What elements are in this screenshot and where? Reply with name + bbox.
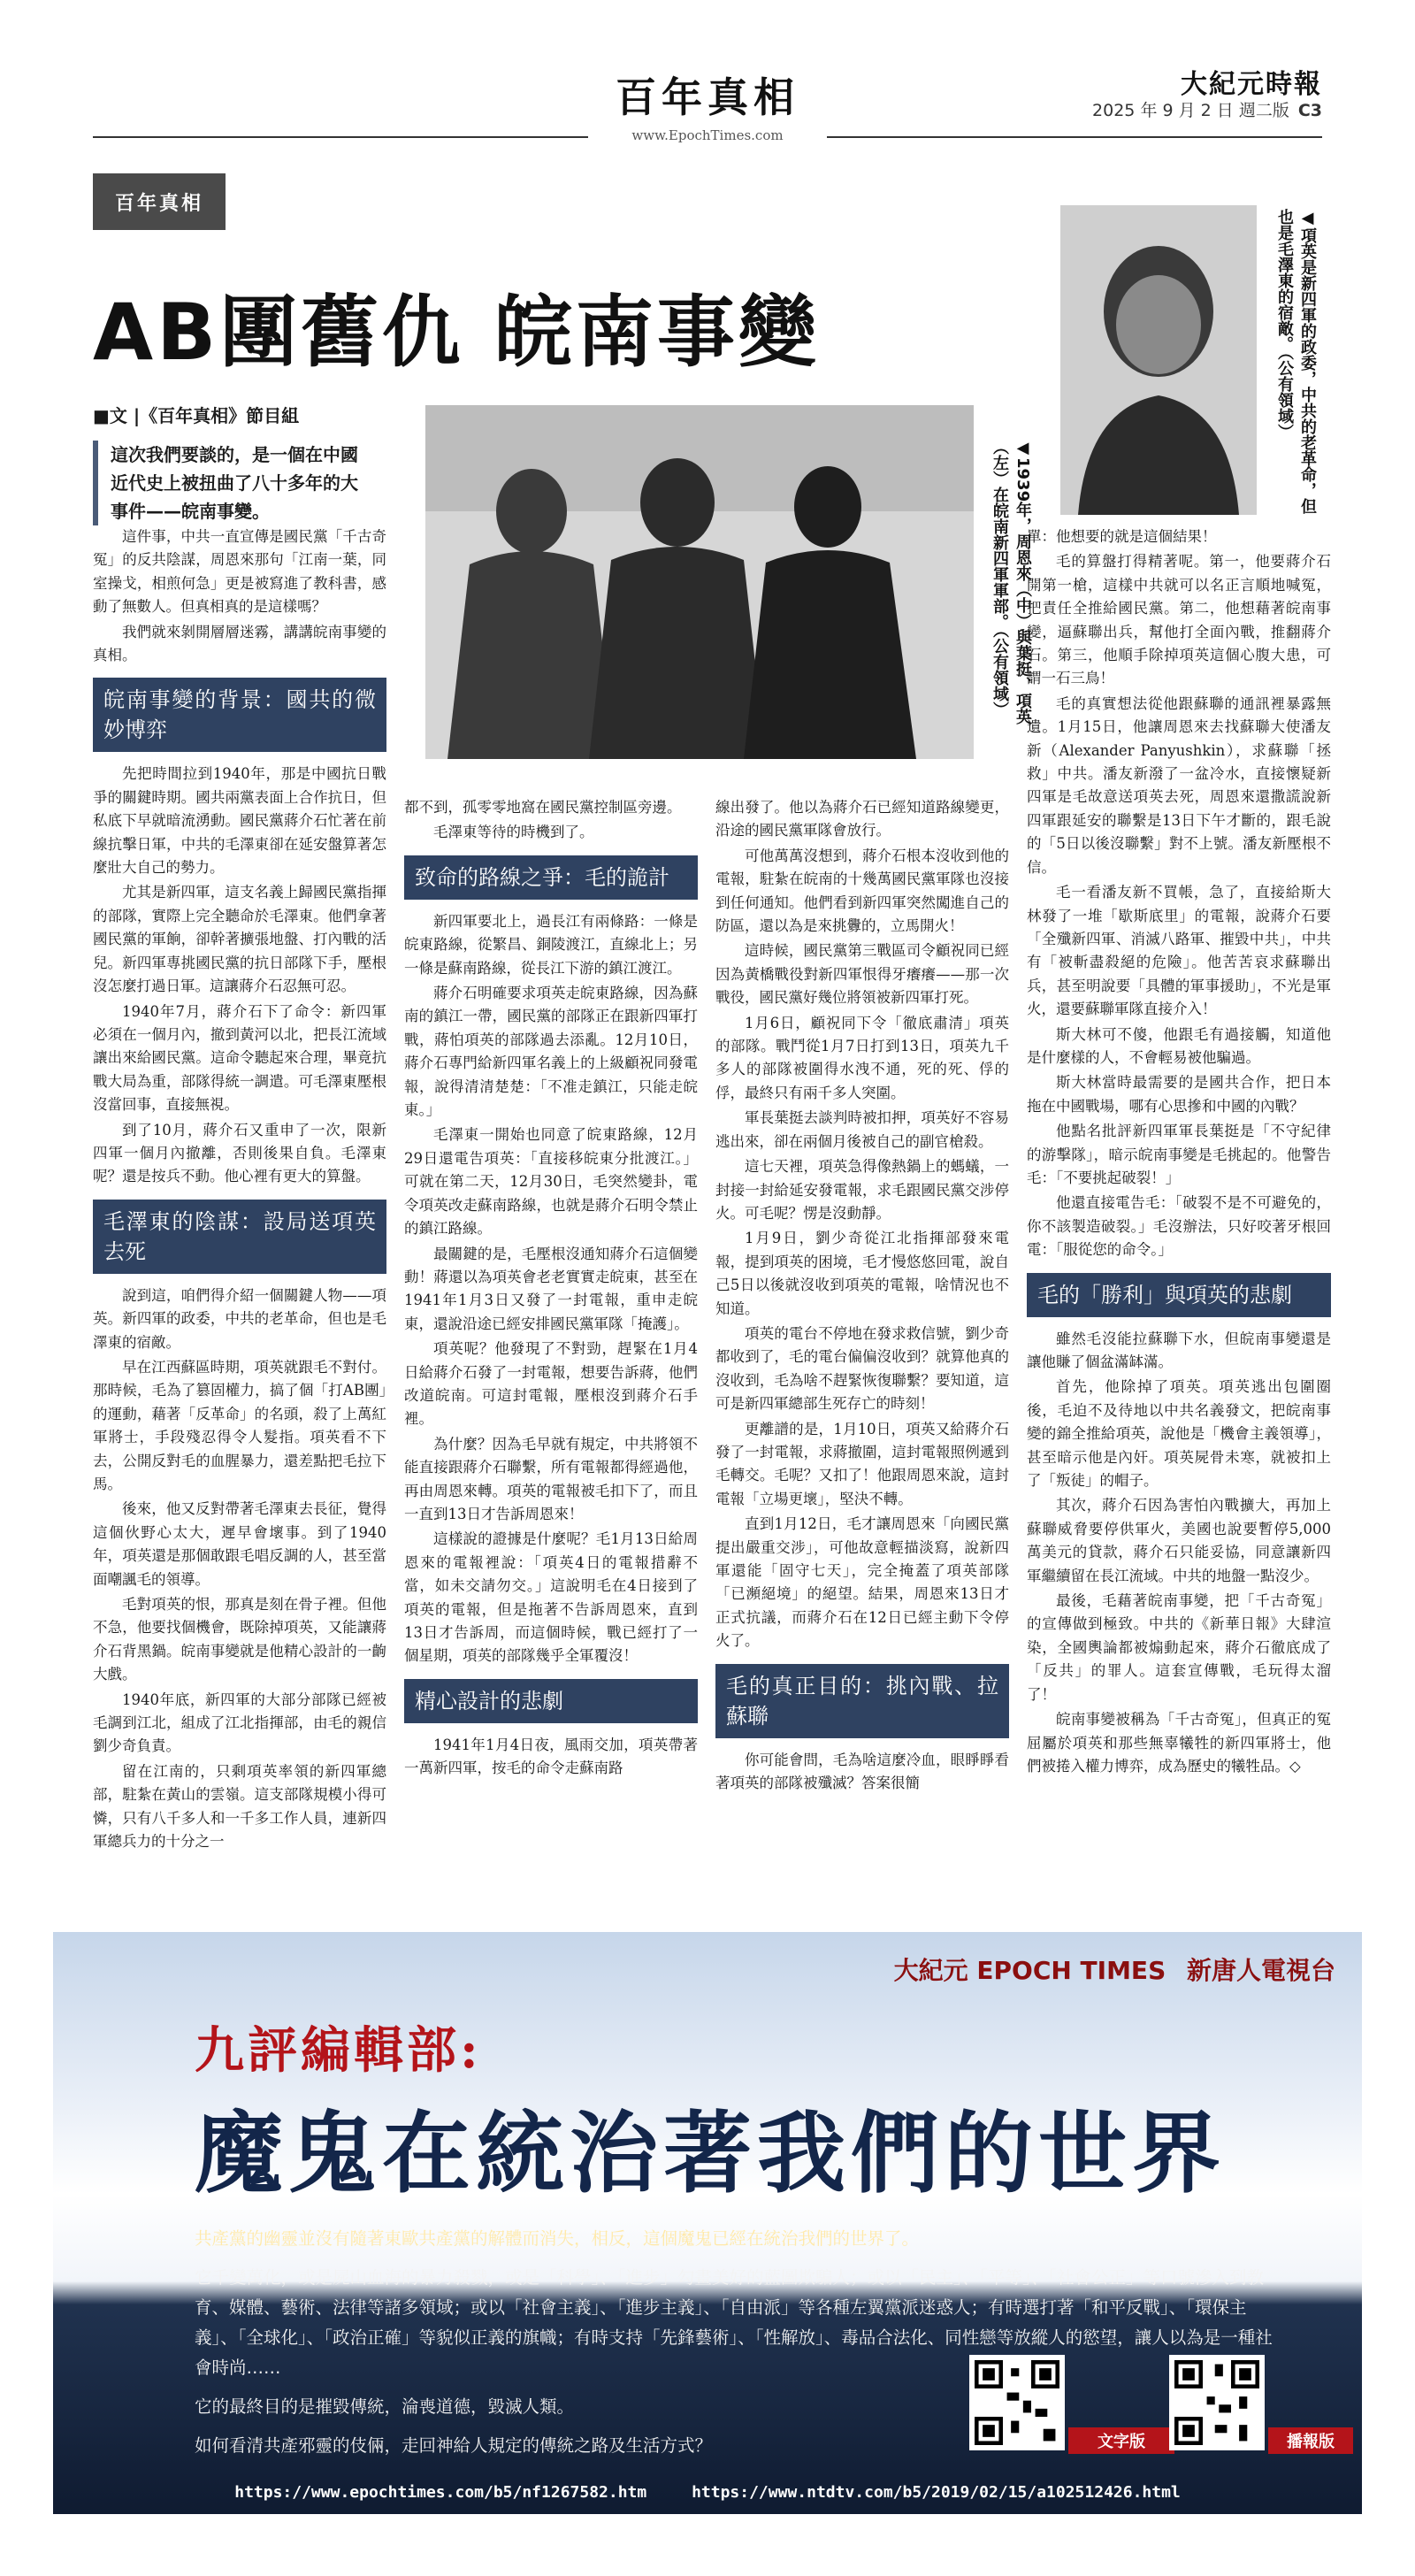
section-title: 百年真相 [616,73,799,121]
article-paragraph: 1月9日，劉少奇從江北指揮部發來電報，提到項英的困境，毛才慢悠悠回電，說自己5日以後就沒收到項英的電報，啥情況也不知道。 [715,1230,1009,1317]
article-paragraph: 他還直接電告毛：「破裂不是不可避免的，你不該製造破裂。」毛沒辦法，只好咬著牙根回電：「服從您的命令。」 [1027,1194,1331,1259]
ad-paragraph: 如何看清共產邪靈的伎倆，走回神給人規定的傳統之路及生活方式？ [195,2435,713,2456]
article-paragraph: 毛的真實想法從他跟蘇聯的通訊裡暴露無遺。1月15日，他讓周恩來去找蘇聯大使潘友新（Alexander Panyushkin），求蘇聯「拯救」中共。潘友新潑了一盆冷水，直接懷疑新四軍是毛故意送項英去死，周恩來還撒謊說新四軍跟延安的聯繫是13日下午才斷的，跟毛說的「5日以後沒聯繫」對不上號。潘友新壓根不信。 [1027,694,1331,876]
qr-code-icon [1174,2360,1259,2445]
brand-epoch-times: 大紀元 EPOCH TIMES [893,1956,1166,1985]
site-url[interactable]: www.EpochTimes.com [631,127,784,143]
photo-zhou-enlai-ye-ting-xiang-ying [425,405,974,759]
article-paragraph: 為什麼？因為毛早就有規定，中共將領不能直接跟蔣介石聯繫，所有電報都得經過他，再由周恩來轉。項英的電報被毛扣下了，而且一直到13日才告訴周恩來！ [404,1435,698,1522]
headline: AB團舊仇 皖南事變 [93,287,820,378]
brand-ntdtv: 新唐人電視台 [1186,1956,1335,1985]
article-paragraph: 尤其是新四軍，這支名義上歸國民黨指揮的部隊，實際上完全聽命於毛澤東。他們拿著國民黨的軍餉，卻幹著擴張地盤、打內戰的活兒。新四軍專挑國民黨的抗日部隊下手，壓根沒怎麼打過日軍。這讓蔣介石忍無可忍。 [93,884,386,995]
article-paragraph: 毛澤東一開始也同意了皖東路線，12月29日還電告項英：「直接移皖東分批渡江。」可就在第二天，12月30日，毛突然變卦，電令項英改走蘇南路線，也就是蔣介石明令禁止的鎮江路線。 [404,1126,698,1238]
article-paragraph: 後來，他又反對帶著毛澤東去長征，覺得這個伙野心太大，遲早會壞事。到了1940年，項英還是那個敢跟毛唱反調的人，甚至當面嘲諷毛的領導。 [93,1500,386,1588]
article-paragraph: 線出發了。他以為蔣介石已經知道路線變更，沿途的國民黨軍隊會放行。 [715,799,1009,840]
article-paragraph: 1941年1月4日夜，風雨交加，項英帶著一萬新四軍，按毛的命令走蘇南路 [404,1736,698,1777]
article-column-1 [93,525,386,1941]
lead-paragraph: 這次我們要談的，是一個在中國近代史上被扭曲了八十多年的大事件——皖南事變。 [93,441,358,525]
article-paragraph: 先把時間拉到1940年，那是中國抗日戰爭的關鍵時期。國共兩黨表面上合作抗日，但私底下早就暗流湧動。國民黨蔣介石忙著在前線抗擊日軍，中共的毛澤東卻在延安盤算著怎麼壯大自己的勢力。 [93,765,386,877]
issue-date-line [1092,97,1322,121]
article-paragraph: 他點名批評新四軍軍長葉挺是「不守紀律的游擊隊」，暗示皖南事變是毛挑起的。他警告毛：「不要挑起破裂！」 [1027,1123,1331,1186]
article-paragraph: 這時候，國民黨第三戰區司令顧祝同已經因為黃橋戰役對新四軍恨得牙癢癢——那一次戰役，國民黨好幾位將領被新四軍打死。 [715,942,1009,1007]
url-text-version[interactable]: https://www.epochtimes.com/b5/nf1267582.htm [234,2483,647,2502]
section-subhead: 毛的「勝利」與項英的悲劇 [1027,1273,1331,1317]
photo-right-caption: ◀項英是新四軍的政委，中共的老革命，但也是毛澤東的宿敵。（公有領域） [1275,209,1317,514]
article-paragraph: 1940年底，新四軍的大部分部隊已經被毛調到江北，組成了江北指揮部，由毛的親信劉少奇負責。 [93,1690,386,1755]
article-paragraph: 1月6日，顧祝同下令「徹底肅清」項英的部隊。戰鬥從1月7日打到13日，項英九千多人的部隊被圍得水洩不通，死的死、俘的俘，最終只有兩千多人突圍。 [715,1014,1009,1101]
qr-label-text-version: 文字版 [1068,2427,1174,2454]
page-number: C3 [1297,101,1322,120]
section-subhead: 皖南事變的背景：國共的微妙博弈 [93,678,386,752]
byline: ■文 |《百年真相》節目組 [93,405,300,426]
article-paragraph: 直到1月12日，毛才讓周恩來「向國民黨提出嚴重交涉」，可他故意輕描淡寫，說新四軍還能「固守七天」，完全掩蓋了項英部隊「已瀕絕境」的絕望。結果，周恩來13日才正式抗議，而蔣介石在12日已經主動下令停火了。 [715,1515,1009,1650]
ad-paragraph: 它的最終目的是摧毀傳統，淪喪道德，毀滅人類。 [195,2396,575,2417]
article-paragraph: 這樣說的證據是什麼呢？毛1月13日給周恩來的電報裡說：「項英4日的電報措辭不當，如未交請勿交。」這說明毛在4日接到了項英的電報，但是拖著不告訴周恩來，直到13日才告訴周，而這個時候，戰已經打了一個星期，項英的部隊幾乎全軍覆沒！ [404,1530,698,1665]
article-paragraph: 其次，蔣介石因為害怕內戰擴大，再加上蘇聯威脅要停供軍火，美國也說要暫停5,000萬美元的貸款，蔣介石只能妥協，同意讓新四軍繼續留在長江流域。中共的地盤一點沒少。 [1027,1497,1331,1584]
article-paragraph: 斯大林可不傻，他跟毛有過接觸，知道他是什麼樣的人，不會輕易被他騙過。 [1027,1025,1331,1066]
article-paragraph: 我們就來剝開層層迷霧，講講皖南事變的真相。 [93,623,386,664]
article-paragraph: 毛的算盤打得精著呢。第一，他要蔣介石開第一槍，這樣中共就可以名正言順地喊冤，把責任全推給國民黨。第二，他想藉著皖南事變，逼蘇聯出兵，幫他打全面內戰，推翻蔣介石。第三，他順手除掉項英這個心腹大患，可謂一石三鳥！ [1027,553,1331,687]
article-paragraph: 到了10月，蔣介石又重申了一次，限新四軍一個月內撤離，否則後果自負。毛澤東呢？還是按兵不動。他心裡有更大的算盤。 [93,1121,386,1185]
article-paragraph: 最關鍵的是，毛壓根沒通知蔣介石這個變動！蔣還以為項英會老老實實走皖東，甚至在1941年1月3日又發了一封電報，重申走皖東，還說沿途已經安排國民黨軍隊「掩護」。 [404,1245,698,1332]
group-photo-illustration [425,405,974,759]
article-paragraph: 早在江西蘇區時期，項英就跟毛不對付。那時候，毛為了篡固權力，搞了個「打AB團」的運動，藉著「反革命」的名頭，殺了上萬紅軍將士，手段殘忍得令人髮指。項英看不下去，公開反對毛的血腥暴力，還差點把毛拉下馬。 [93,1358,386,1492]
article-paragraph: 斯大林當時最需要的是國共合作，把日本拖在中國戰場，哪有心思摻和中國的內戰？ [1027,1074,1331,1115]
article-paragraph: 你可能會問，毛為啥這麼冷血，眼睜睜看著項英的部隊被殲滅？答案很簡 [715,1751,1009,1792]
photo-main-caption: ◀1939年，周恩來（中）與葉挺、項英（左）在皖南新四軍軍部。（公有領域） [990,439,1032,725]
ad-series-title: 九評編輯部: [195,2021,482,2080]
article-paragraph: 1940年7月，蔣介石下了命令：新四軍必須在一個月內，撤到黃河以北，把長江流域讓出來給國民黨。這命令聽起來合理，畢竟抗戰大局為重，部隊得統一調遣。可毛澤東壓根沒當回事，直接無視。 [93,1002,386,1114]
article-paragraph: 留在江南的，只剩項英率領的新四軍總部，駐紮在黃山的雲嶺。這支部隊規模小得可憐，只有八千多人和一千多工作人員，連新四軍總兵力的十分之一 [93,1762,386,1851]
article-paragraph: 毛對項英的恨，那真是刻在骨子裡。但他不急，他要找個機會，既除掉項英，又能讓蔣介石背黑鍋。皖南事變就是他精心設計的一齣大戲。 [93,1596,386,1683]
section-subhead: 致命的路線之爭：毛的詭計 [404,855,698,900]
article-paragraph: 單：他想要的就是這個結果！ [1027,528,1217,545]
section-subhead: 毛的真正目的：挑內戰、拉蘇聯 [715,1664,1009,1738]
article-paragraph: 軍長葉挺去談判時被扣押，項英好不容易逃出來，卻在兩個月後被自己的副官槍殺。 [715,1109,1009,1150]
article-column-2 [404,796,698,1941]
article-paragraph: 都不到，孤零零地窩在國民黨控制區旁邊。 [404,799,682,816]
ad-paragraph: 它千變萬化，或是屍山血海的暴力殺戮，或是「科學」、「進步」勾畫美好的藍圖欺騙人；或以「民主」、「平等」、「社會公正」等口號滲入到教育、媒體、藝術、法律等諸多領域；或以「社會主義」、「進步主義」、「自由派」等各種左翼黨派迷惑人；有時選打著「和平反戰」、「環保主義」、「全球化」、「政治正確」等貌似正義的旗幟；有時支持「先鋒藝術」、「性解放」、毒品合法化、同性戀等放縱人的慾望，讓人以為是一種社會時尚…… [195,2267,1273,2378]
advertisement-jiuping[interactable] [53,1932,1362,2514]
column-logo: 百年真相 [93,173,226,230]
article-paragraph: 這件事，中共一直宣傳是國民黨「千古奇冤」的反共陰謀，周恩來那句「江南一葉，同室操戈，相煎何急」更是被寫進了教科書，感動了無數人。但真相真的是這樣嗎？ [93,528,386,616]
article-paragraph: 這七天裡，項英急得像熱鍋上的螞蟻，一封接一封給延安發電報，求毛跟國民黨交涉停火。可毛呢？愣是沒動靜。 [715,1158,1009,1222]
article [93,173,1331,1951]
article-paragraph: 更離譜的是，1月10日，項英又給蔣介石發了一封電報，求蔣撤圍，這封電報照例遞到毛轉交。毛呢？又扣了！他跟周恩來說，這封電報「立場更壞」，堅決不轉。 [715,1420,1009,1507]
section-subhead: 毛澤東的陰謀：設局送項英去死 [93,1200,386,1274]
ad-brand-logos [882,1951,1335,1987]
ad-title: 魔鬼在統治著我們的世界 [195,2102,1226,2205]
ad-paragraph: 共產黨的幽靈並沒有隨著東歐共產黨的解體而消失，相反，這個魔鬼已經在統治我們的世界了。 [195,2228,920,2249]
ad-urls [53,2483,1362,2502]
article-paragraph: 毛澤東等待的時機到了。 [433,824,594,841]
article-paragraph: 項英的電台不停地在發求救信號，劉少奇都收到了，毛的電台偏偏沒收到？就算他真的沒收到，毛為啥不趕緊恢復聯繫？要知道，這可是新四軍總部生死存亡的時刻！ [715,1324,1009,1413]
article-paragraph: 說到這，咱們得介紹一個關鍵人物——項英。新四軍的政委，中共的老革命，但也是毛澤東的宿敵。 [93,1286,386,1351]
article-paragraph: 項英呢？他發現了不對勁，趕緊在1月4日給蔣介石發了一封電報，想要告訴蔣，他們改道皖南。可這封電報，壓根沒到蔣介石手裡。 [404,1340,698,1428]
article-paragraph: 毛一看潘友新不買帳，急了，直接給斯大林發了一堆「歇斯底里」的電報，說蔣介石要「全殲新四軍、消滅八路軍、摧毀中共」，中共有「被斬盡殺絕的危險」。他苦苦哀求蘇聯出兵，甚至明說要「具體的軍事援助」，不光是軍火，還要蘇聯軍隊直接介入！ [1027,884,1331,1018]
qr-code-icon [975,2360,1059,2445]
paper-logo: 大紀元時報 [1181,69,1322,100]
qr-code-text-version[interactable] [969,2355,1065,2450]
issue-date: 2025 年 9 月 2 日 週二版 [1092,101,1289,120]
section-subhead: 精心設計的悲劇 [404,1679,698,1723]
article-paragraph: 新四軍要北上，過長江有兩條路：一條是皖東路線，從繁昌、銅陵渡江，直線北上；另一條是蘇南路線，從長江下游的鎮江渡江。 [404,912,698,977]
masthead [0,0,1415,159]
article-paragraph: 最後，毛藉著皖南事變，把「千古奇冤」的宣傳做到極致。中共的《新華日報》大肆渲染，全國輿論都被煽動起來，蔣介石徹底成了「反共」的罪人。這套宣傳戰，毛玩得太溜了！ [1027,1592,1331,1703]
portrait-illustration [1060,205,1257,515]
article-column-3 [715,796,1009,1941]
url-broadcast-version[interactable]: https://www.ntdtv.com/b5/2019/02/15/a102512426.html [692,2483,1181,2502]
article-paragraph: 可他萬萬沒想到，蔣介石根本沒收到他的電報，駐紮在皖南的十幾萬國民黨軍隊也沒接到任何通知。他們看到新四軍突然闖進自己的防區，還以為是來挑釁的，立馬開火！ [715,847,1009,935]
article-paragraph: 皖南事變被稱為「千古奇冤」，但真正的冤屈屬於項英和那些無辜犧牲的新四軍將士，他們被捲入權力博弈，成為歷史的犧牲品。◇ [1027,1711,1331,1775]
photo-xiang-ying-portrait [1060,205,1257,515]
article-paragraph: 蔣介石明確要求項英走皖東路線，因為蘇南的鎮江一帶，國民黨的部隊正在跟新四軍打戰，蔣怕項英的部隊過去添亂。12月10日，蔣介石專門給新四軍名義上的上級顧祝同發電報，說得清清楚楚：「不准走鎮江，只能走皖東。」 [404,985,698,1119]
article-column-4 [1027,525,1331,1941]
article-paragraph: 雖然毛沒能拉蘇聯下水，但皖南事變還是讓他賺了個盆滿缽滿。 [1027,1330,1331,1370]
qr-label-broadcast-version: 播報版 [1268,2427,1353,2454]
qr-code-broadcast-version[interactable] [1169,2355,1265,2450]
article-paragraph: 首先，他除掉了項英。項英逃出包圍圈後，毛迫不及待地以中共名義發文，把皖南事變的錦全推給項英，說他是「機會主義領導」，甚至暗示他是內奸。項英屍骨未寒，就被扣上了「叛徒」的帽子。 [1027,1378,1331,1490]
